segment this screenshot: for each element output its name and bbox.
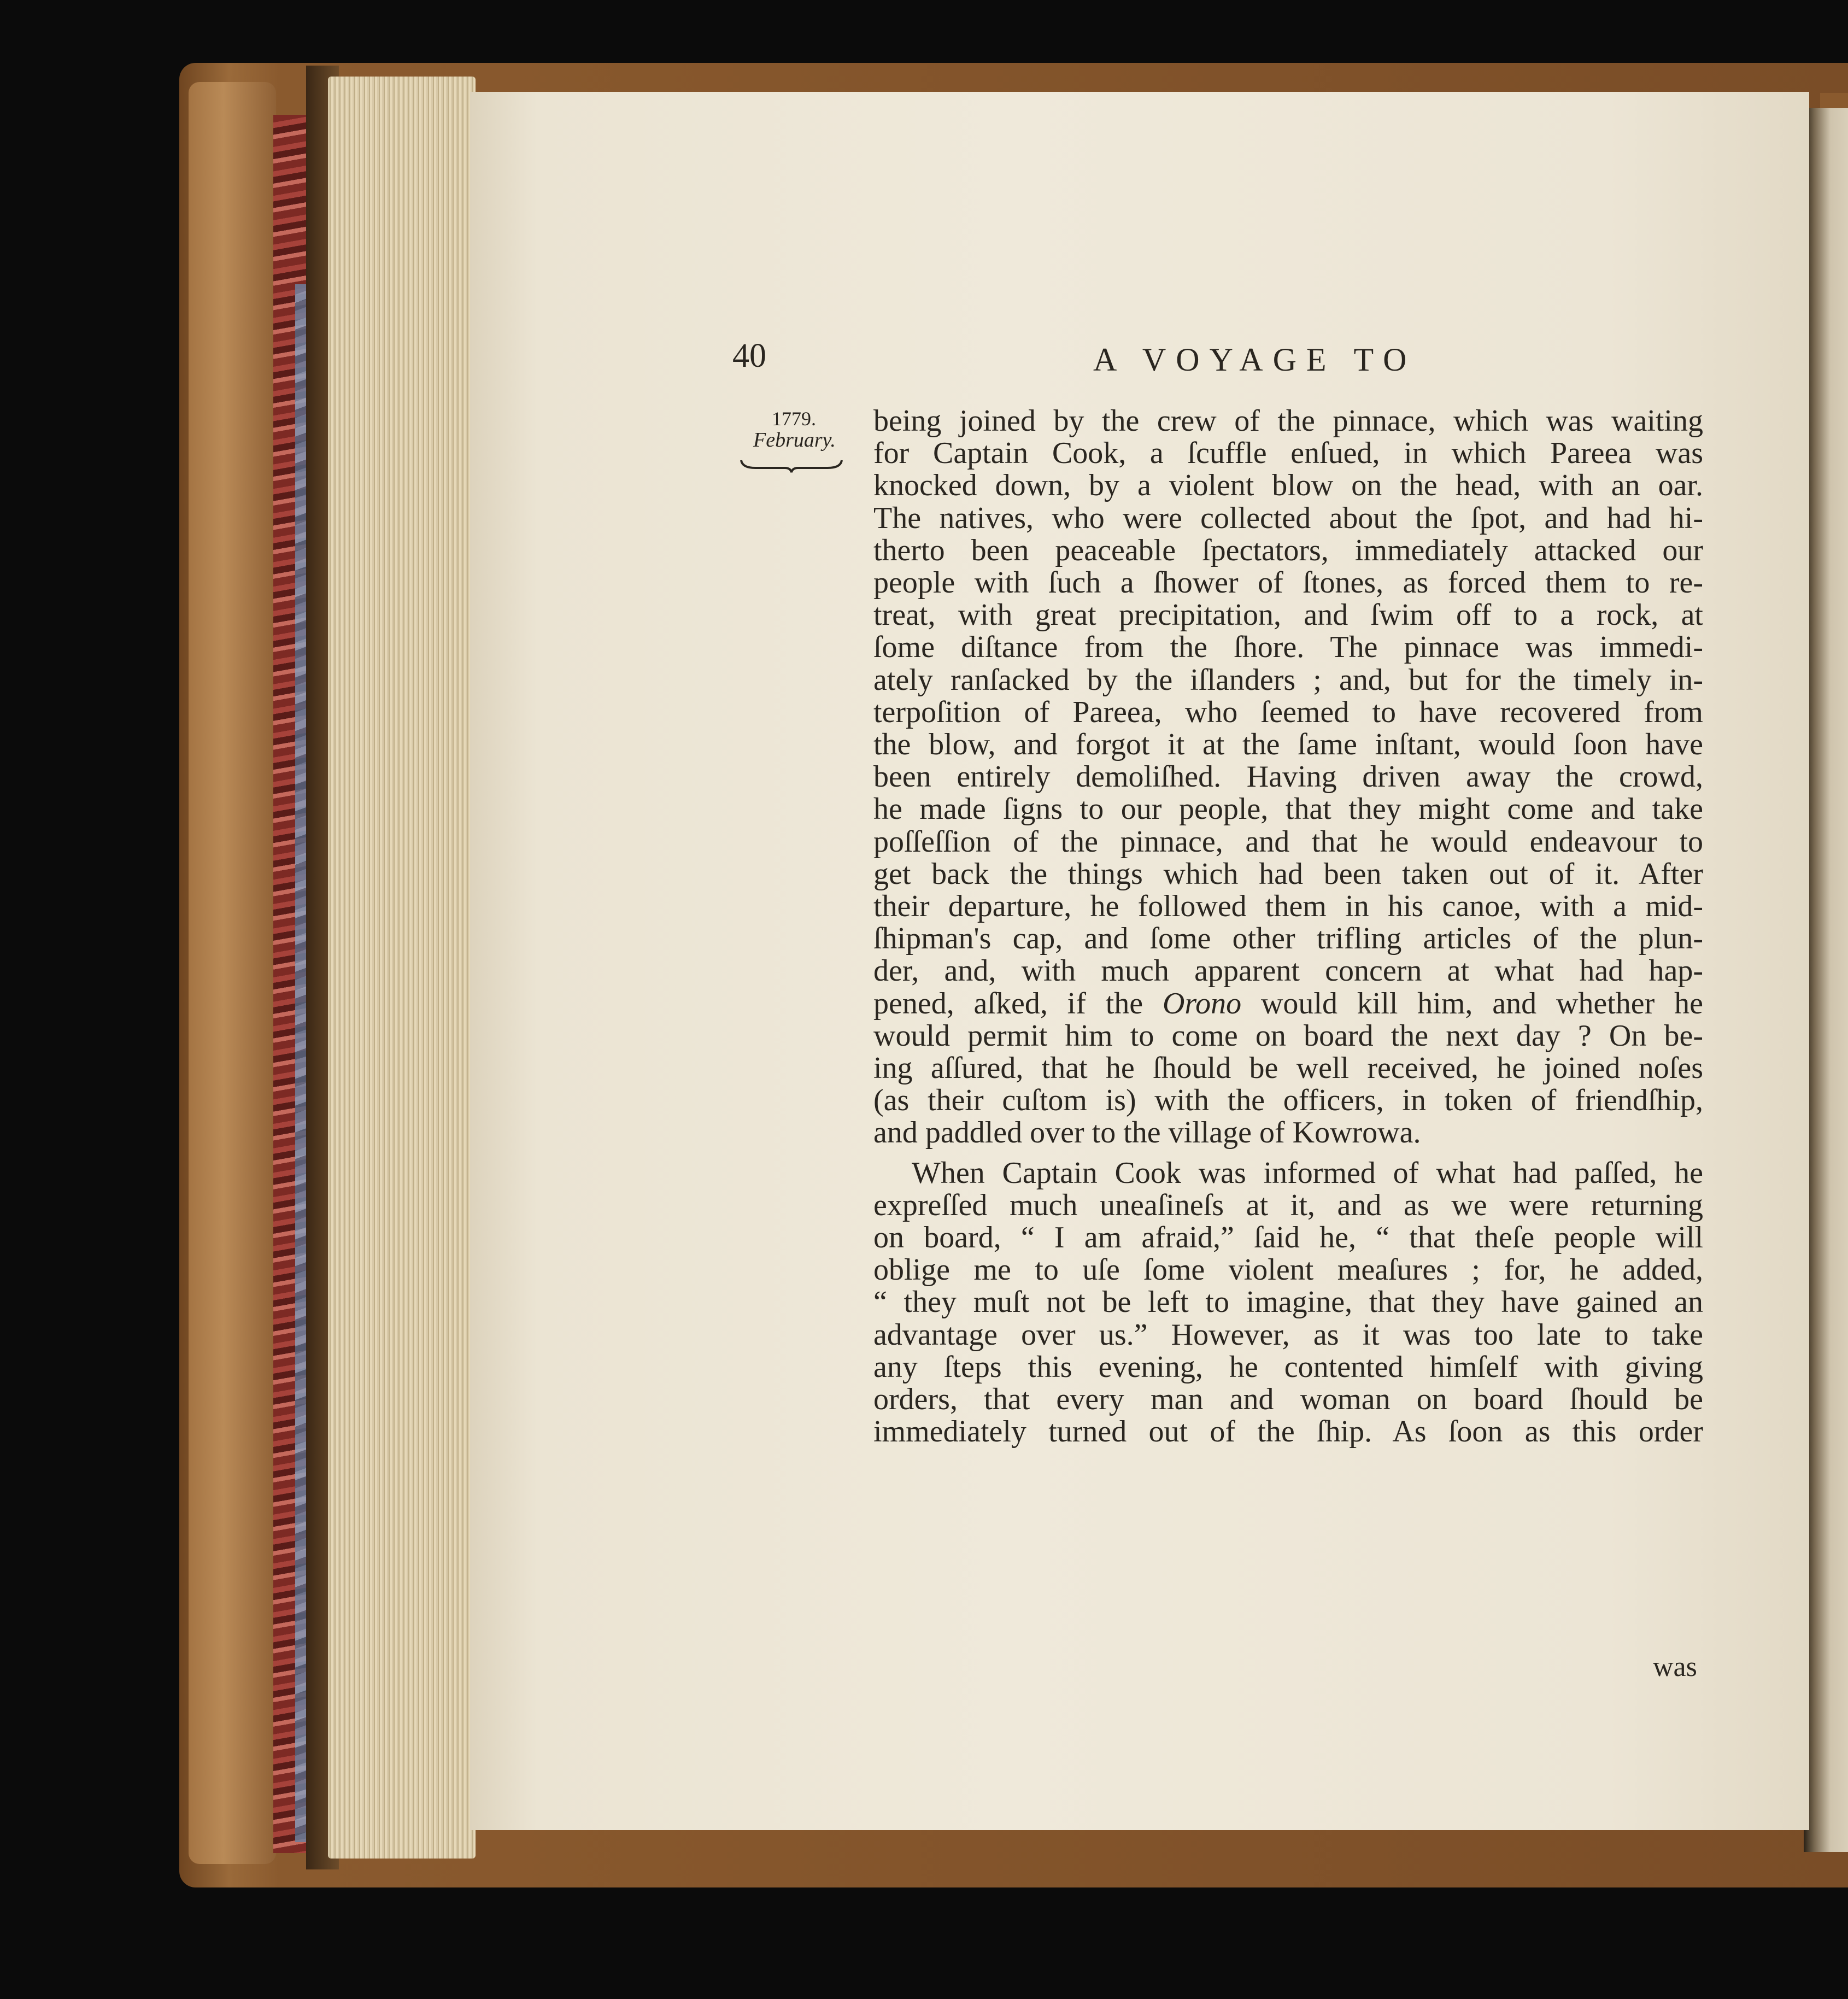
text-line: ſome diſtance from the ſhore. The pinnace was immedi- (873, 630, 1703, 665)
text-line: terpoſition of Pareea, who ſeemed to have recovered from (873, 695, 1703, 729)
text-line: being joined by the crew of the pinnace, which was waiting (873, 404, 1703, 438)
text-line: ſhipman's cap, and ſome other trifling articles of the plun- (873, 922, 1703, 956)
text-line: When Captain Cook was informed of what had paſſed, he (912, 1156, 1703, 1190)
text-line: oblige me to uſe ſome violent meaſures ; for, he added, (873, 1253, 1703, 1287)
text-line: immediately turned out of the ſhip. As ſoon as this order (873, 1415, 1703, 1449)
text-line: for Captain Cook, a ſcuffle enſued, in which Pareea was (873, 436, 1703, 471)
catchword: was (1653, 1651, 1697, 1683)
page-number: 40 (732, 337, 766, 374)
text-line: would permit him to come on board the next day ? On be- (873, 1018, 1703, 1053)
text-line: knocked down, by a violent blow on the head, with an oar. (873, 468, 1703, 503)
text-line: their departure, he followed them in his canoe, with a mid- (873, 889, 1703, 923)
facing-page (1804, 108, 1848, 1852)
text-line: orders, that every man and woman on board ſhould be (873, 1382, 1703, 1416)
text-line: “ they muſt not be left to imagine, that they have gained an (873, 1285, 1703, 1320)
text-line: treat, with great precipitation, and ſwim off to a rock, at (873, 598, 1703, 632)
text-line: poſſeſſion of the pinnace, and that he would endeavour to (873, 824, 1703, 859)
cover-edge (189, 82, 276, 1864)
text-line: he made ſigns to our people, that they might come and take (873, 792, 1703, 826)
margin-note-month: February. (753, 429, 836, 452)
text-line: get back the things which had been taken out of it. After (873, 857, 1703, 891)
text-line: expreſſed much uneaſineſs at it, and as we were returning (873, 1188, 1703, 1222)
text-line: advantage over us.” However, as it was too late to take (873, 1317, 1703, 1352)
margin-note-year: 1779. (772, 408, 816, 430)
text-line: been entirely demoliſhed. Having driven away the crowd, (873, 760, 1703, 794)
text-line: therto been peaceable ſpectators, immediately attacked our (873, 533, 1703, 567)
text-line: ing aſſured, that he ſhould be well received, he joined noſes (873, 1051, 1703, 1085)
text-line: and paddled over to the village of Kowrowa. (873, 1116, 1421, 1150)
text-line: pened, aſked, if the Orono would kill him, and whether he (873, 986, 1703, 1021)
page-block (328, 77, 476, 1859)
text-line: any ſteps this evening, he contented himſelf with giving (873, 1350, 1703, 1384)
text-line: the blow, and forgot it at the ſame inſtant, would ſoon have (873, 728, 1703, 761)
text-line: on board, “ I am afraid,” ſaid he, “ that theſe people will (873, 1221, 1703, 1254)
text-line: people with ſuch a ſhower of ſtones, as forced them to re- (873, 566, 1703, 600)
text-line: (as their cuſtom is) with the officers, in token of friendſhip, (873, 1083, 1703, 1118)
text-line: The natives, who were collected about the ſpot, and had hi- (873, 501, 1703, 535)
running-head: A VOYAGE TO (1093, 342, 1417, 378)
text-line: der, and, with much apparent concern at what had hap- (873, 954, 1703, 988)
margin-brace-icon (739, 458, 844, 473)
text-line: ately ranſacked by the iſlanders ; and, but for the timely in- (873, 663, 1703, 697)
